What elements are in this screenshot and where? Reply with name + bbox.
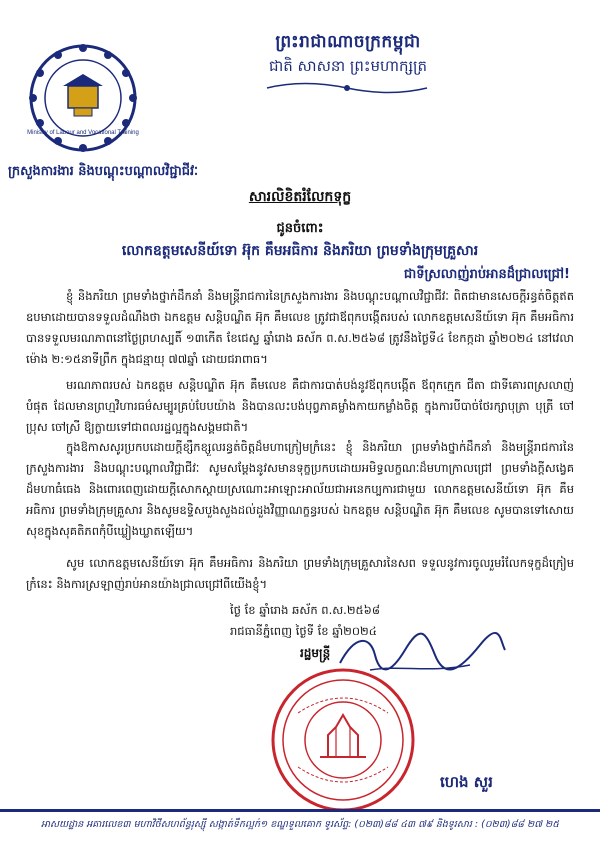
ornament-divider	[262, 79, 432, 97]
handwritten-signature-icon	[330, 615, 510, 685]
footer-address: អាសយដ្ឋាន អគារលេខ៣ មហាវិថីសហព័ន្ធរុស្ស៊ី សង្កាត់ទឹកល្អក់១ ខណ្ឌទួលគោក ទូរស័ព្ទ: (០២៣)៨៨ ៤៣ ៧៩ និងទូរសារ : (០២៣)៨៨ ២៧ ២៥	[41, 819, 559, 830]
to-label: ជូនចំពោះ	[276, 221, 324, 236]
body-paragraph-4: សូម លោកឧត្តមសេនីយ៍ទោ អ៊ុក គឹមអធិការ និងភរិយា ព្រមទាំងក្រុមគ្រួសារនៃសព ទទួលនូវការចូលរួមរំលែកទុក្ខដ៏ក្រៀមក្រំនេះ និងការស្រឡាញ់រាប់អានយ៉ាងជ្រាលជ្រៅពីយើងខ្ញុំ។	[26, 556, 574, 591]
honorific-line: ជាទីស្រលាញ់រាប់អានដ៏ជ្រាលជ្រៅ!	[403, 267, 570, 282]
logo-text: Ministry of Labour and Vocational Training	[27, 130, 139, 136]
kingdom-title: ព្រះរាជាណាចក្រកម្ពុជា	[275, 32, 421, 52]
signer-name: ហេង សួរ	[440, 773, 493, 791]
date-solar: រាជធានីភ្នំពេញ ថ្ងៃទី ខែ ឆ្នាំ២០២៤	[230, 624, 377, 638]
official-seal-icon	[268, 665, 418, 815]
signatory-title: រដ្ឋមន្ត្រី	[300, 646, 331, 660]
recipient-line: លោកឧត្តមសេនីយ៍ទោ អ៊ុក គឹមអធិការ និងភរិយា ព្រមទាំងក្រុមគ្រួសារ	[121, 243, 479, 259]
body-paragraph-1: ខ្ញុំ និងភរិយា ព្រមទាំងថ្នាក់ដឹកនាំ និងមន្ត្រីរាជការនៃក្រសួងការងារ និងបណ្តុះបណ្តាលវិជ្ជាជីវៈ ពិតជាមានសេចក្តីរន្ធត់ចិត្តឥតឧបមាដោយបានទទួលដំណឹងថា ឯកឧត្តម សន្តិបណ្ឌិត អ៊ុក គឹមលេខ ត្រូវជាឪពុកបង្កើតរបស់ លោកឧត្តមសេនីយ៍ទោ អ៊ុក គឹមអធិការ បានទទួលមរណភាពនៅថ្ងៃព្រហស្បតិ៍ ១៣កើត ខែជេស្ឋ ឆ្នាំរោង ឆស័ក ព.ស.២៥៦៨ ត្រូវនឹងថ្ងៃទី៤ ខែកក្កដា ឆ្នាំ២០២៤ នៅវេលាម៉ោង ២:១៥នាទីព្រឹក ក្នុងជន្មាយុ ៧៧ឆ្នាំ ដោយជរាពាធ។	[26, 289, 574, 366]
ministry-logo-icon	[8, 38, 158, 158]
date-lunar: ថ្ងៃ ខែ ឆ្នាំរោង ឆស័ក ព.ស.២៥៦៨	[230, 603, 380, 617]
footer-divider	[0, 809, 600, 812]
ministry-name: ក្រសួងការងារ និងបណ្តុះបណ្តាលវិជ្ជាជីវៈ	[8, 164, 199, 179]
document-type: សារលិខិតរំលែកទុក្ខ	[248, 189, 352, 205]
body-paragraph-3: ក្នុងឱកាសសូរប្រកបដោយក្តីខ្សឹកខ្សួលរន្ធត់ចិត្តដ៏មហាក្រៀមក្រំនេះ ខ្ញុំ និងភរិយា ព្រមទាំងថ្នាក់ដឹកនាំ និងមន្ត្រីរាជការនៃក្រសួងការងារ និងបណ្តុះបណ្តាលវិជ្ជាជីវៈ សូមសម្តែងនូវសមានទុក្ខប្រកបដោយអមិទ្ធលក្ខណៈដ៏មហាក្រាលជ្រៅ ព្រមទាំងក្តីសង្វេគដ៏មហាធំធេង និងពោរពេញដោយក្តីសោកស្តាយស្រណោះអាឡោះអាល័យជាអនេកប្បការជាមួយ លោកឧត្តមសេនីយ៍ទោ អ៊ុក គឹមអធិការ ព្រមទាំងក្រុមគ្រួសារ និងសូមឧទ្ទិសបួងសួងដល់ដួងវិញ្ញាណក្ខន្ធរបស់ ឯកឧត្តម សន្តិបណ្ឌិត អ៊ុក គឹមលេខ សូមបានទៅសោយសុខក្នុងសុគតិភពកុំបីឃ្លៀងឃ្លាតឡើយ។	[26, 440, 574, 538]
national-motto: ជាតិ សាសនា ព្រះមហាក្សត្រ	[268, 57, 428, 75]
body-paragraph-2: មរណភាពរបស់ ឯកឧត្តម សន្តិបណ្ឌិត អ៊ុក គឹមលេខ គឺជាការបាត់បង់នូវឪពុកបង្កើត ឪពុកក្មេក ជីតា ជាទីគោរពស្រលាញ់បំផុត ដែលមានព្រហ្មវិហារធម៌សម្បូរគ្រប់បែបយ៉ាង និងបានលះបង់បុព្វភាគម្លាំងកាយកម្លាំងចិត្ត ក្នុងការបីបាច់ថែរក្សាបុត្រា បុត្រី ចៅប្រុស ចៅស្រី ឱ្យក្លាយទៅជាពលរដ្ឋល្អក្នុងសង្គមជាតិ។	[26, 378, 574, 434]
